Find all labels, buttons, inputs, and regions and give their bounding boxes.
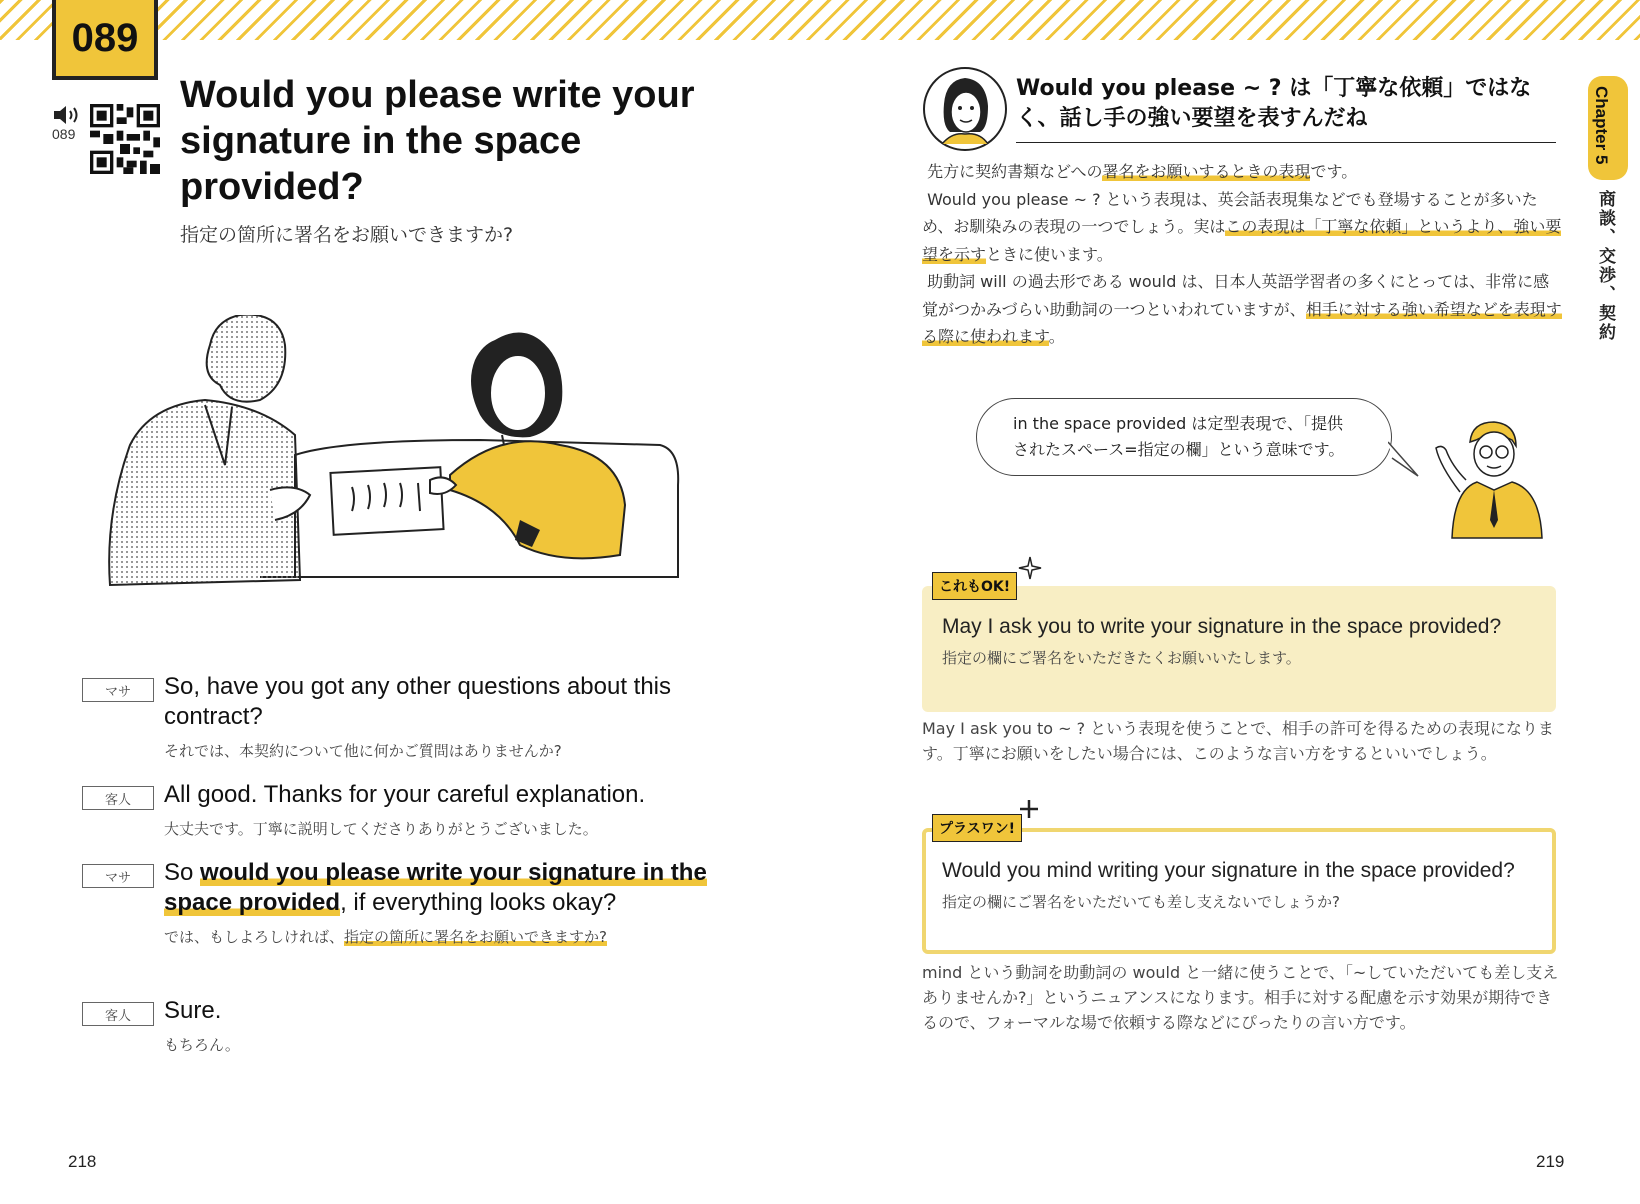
kore-mo-ok-box bbox=[922, 586, 1556, 712]
dialogue-japanese bbox=[164, 926, 722, 947]
speech-bubble: in the space provided は定型表現で、「提供されたスペース=指定の欄」という意味です。 bbox=[976, 398, 1392, 476]
kore-mo-ok-note: May I ask you to ~ ? という表現を使うことで、相手の許可を得るための表現になります。丁寧にお願いをしたい場合には、このような言い方をするといいでしょう。 bbox=[922, 719, 1554, 763]
explanation-text: ときに使います。 bbox=[986, 244, 1113, 264]
title-underline bbox=[1016, 142, 1556, 143]
character-avatar bbox=[922, 66, 1008, 152]
alternative-english: May I ask you to write your signature in the space provided? bbox=[942, 615, 1502, 638]
explanation-title: Would you please ~ ? は「丁寧な依頼」ではなく、話し手の強い要望を表すんだね bbox=[1016, 76, 1532, 131]
signing-scene-illustration bbox=[100, 315, 720, 615]
explanation-highlight: この表現は「丁寧な依頼」というより、強い要望を示す bbox=[922, 217, 1562, 264]
explanation-highlight: 署名をお願いするときの表現 bbox=[1102, 162, 1311, 181]
sparkle-icon bbox=[1018, 556, 1042, 580]
alternative-japanese: 指定の欄にご署名をいただきたくお願いいたします。 bbox=[942, 649, 1301, 667]
explanation-text: 先方に契約書類などへの bbox=[927, 162, 1103, 181]
dialogue-line-4 bbox=[82, 996, 722, 1055]
phrase-number-badge: 089 bbox=[52, 0, 158, 80]
dialogue-english bbox=[164, 858, 722, 918]
explanation-text: 助動詞 will の過去形である would は、日本人英語学習者の多くにとっては、非常に感覚がつかみづらい助動詞の一つといわれていますが、 bbox=[922, 272, 1550, 319]
plus-one-label: プラスワン! bbox=[932, 814, 1022, 842]
page-number-left: 218 bbox=[68, 1152, 97, 1171]
explanation-body bbox=[922, 158, 1562, 351]
kore-mo-ok-label: これもOK! bbox=[932, 572, 1017, 600]
header-stripe bbox=[0, 0, 1640, 40]
speaker-tag: 客人 bbox=[82, 786, 154, 810]
key-phrase-highlight-jp: 指定の箇所に署名をお願いできますか? bbox=[344, 928, 607, 946]
dialogue-english-pre: So bbox=[164, 859, 201, 886]
dialogue-japanese: もちろん。 bbox=[164, 1036, 240, 1054]
section-label: 商談、交渉、契約 bbox=[1595, 190, 1615, 342]
explanation-text: 。 bbox=[1048, 327, 1065, 346]
dialogue-line-3 bbox=[82, 858, 722, 947]
plus-one-english: Would you mind writing your signature in the space provided? bbox=[942, 859, 1515, 882]
dialogue-japanese: 大丈夫です。丁寧に説明してくださりありがとうございました。 bbox=[164, 820, 598, 838]
speech-bubble-tail bbox=[1388, 440, 1428, 480]
plus-icon bbox=[1018, 798, 1040, 820]
dialogue-english: Sure. bbox=[164, 997, 222, 1024]
explanation-text: Would you please ~ ? という表現は、英会話表現集などでも登場することが多いため、お馴染みの表現の一つでしょう。実は bbox=[922, 189, 1538, 236]
plus-one-note: mind という動詞を助動詞の would と一緒に使うことで、「~していただいても差し支えありませんか?」というニュアンスになります。相手に対する配慮を示す効果が期待できるので、フォーマルな場で依頼する際などにぴったりの言い方です。 bbox=[922, 963, 1559, 1032]
dialogue-japanese-pre: では、もしよろしければ、 bbox=[164, 928, 345, 946]
plus-one-japanese: 指定の欄にご署名をいただいても差し支えないでしょうか? bbox=[942, 893, 1340, 911]
chapter-label: Chapter 5 bbox=[1592, 86, 1611, 165]
explanation-text: です。 bbox=[1310, 162, 1358, 181]
plus-one-box bbox=[922, 828, 1556, 954]
phrase-headline: Would you please write your signature in the space provided? bbox=[180, 74, 695, 208]
speaker-tag: 客人 bbox=[82, 1002, 154, 1026]
teacher-illustration bbox=[1432, 420, 1562, 540]
phrase-translation: 指定の箇所に署名をお願いできますか? bbox=[180, 224, 514, 246]
key-phrase-highlight: would you please write your signature in the space provided bbox=[164, 859, 707, 916]
speaker-tag: マサ bbox=[82, 678, 154, 702]
dialogue-line-2 bbox=[82, 780, 722, 839]
qr-code-icon[interactable] bbox=[90, 104, 160, 174]
explanation-highlight: 相手に対する強い希望などを表現する際に使われます bbox=[922, 299, 1562, 346]
dialogue-line-1 bbox=[82, 672, 722, 761]
dialogue-english-post: , if everything looks okay? bbox=[340, 889, 617, 916]
speaker-tag: マサ bbox=[82, 864, 154, 888]
dialogue-japanese: それでは、本契約について他に何かご質問はありませんか? bbox=[164, 742, 562, 760]
audio-track-number: 089 bbox=[52, 126, 76, 142]
dialogue-english: So, have you got any other questions about this contract? bbox=[164, 673, 672, 730]
dialogue-english: All good. Thanks for your careful explanation. bbox=[164, 781, 646, 808]
speaker-icon[interactable] bbox=[52, 104, 88, 126]
page-number-right: 219 bbox=[1536, 1152, 1565, 1171]
